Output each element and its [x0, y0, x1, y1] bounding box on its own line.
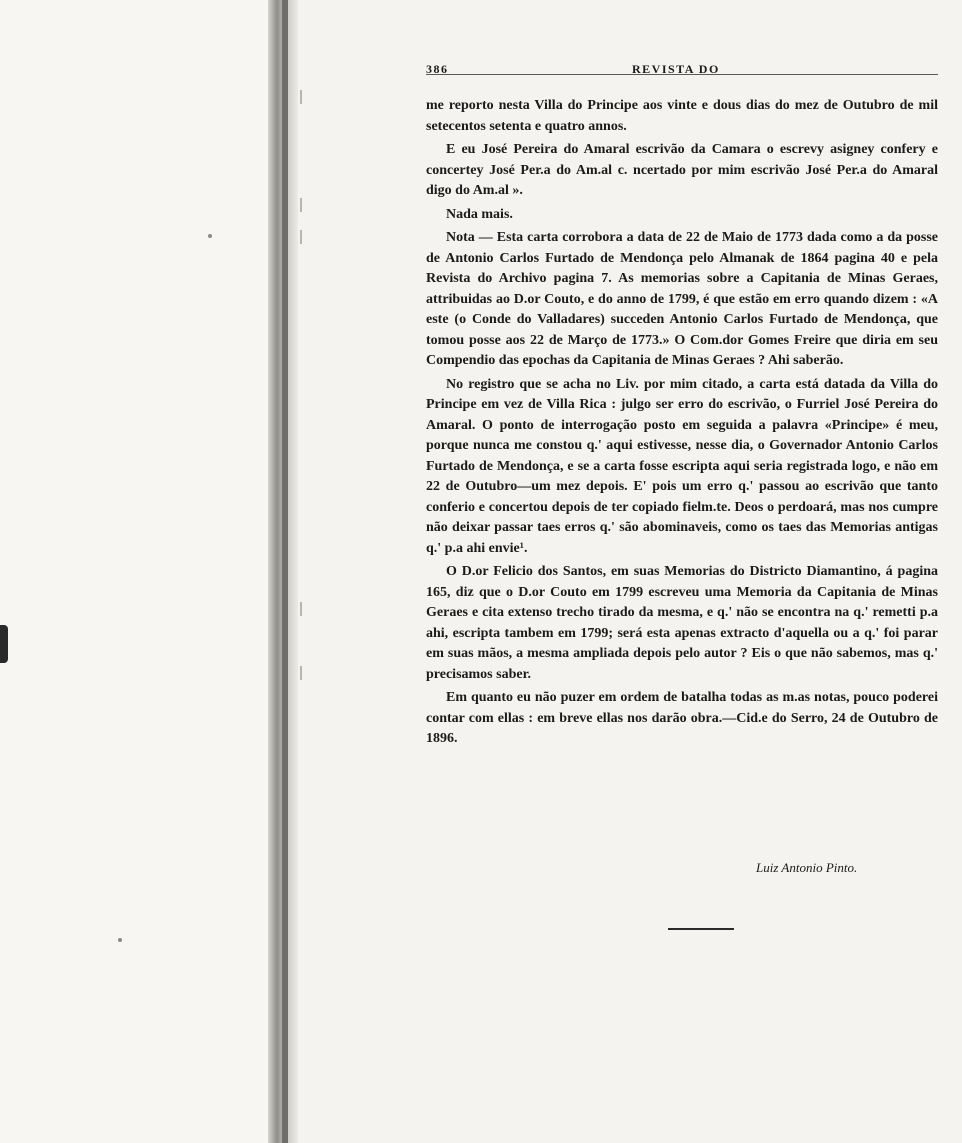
paragraph-registro: No registro que se acha no Liv. por mim citado, a carta está datada da Villa do Principe em vez de Villa Rica : julgo ser erro do escrivão, o Furriel José Pereira do Amaral. O ponto de interrogação posto em seguida a palavra «Principe» é meu, porque nunca me constou q.' aqui estivesse, nesse dia, o Governador Antonio Carlos Furtado de Mendonça, e se a carta fosse escripta aqui seria registrada logo, e não em 22 de Outubro—um mez depois. E' pois um erro q.' passou ao escrivão que tanto conferio e concertou depois de ter copiado fielm.te. Deos o perdoará, mas nos cumpre não deixar passar taes erros q.' são abominaveis, como os taes das Memorias antigas q.' p.a ahi envie¹. — [426, 376, 938, 556]
document-page — [426, 60, 938, 875]
author-signature: Luiz Antonio Pinto. — [756, 860, 858, 875]
paragraph-nada-mais: Nada mais. — [446, 206, 513, 222]
running-head — [426, 60, 938, 80]
paragraph-opening: me reporto nesta Villa do Principe aos vinte e dous dias do mez de Outubro de mil setecentos setenta e quatro annos. — [426, 98, 938, 134]
gutter-shadow — [282, 0, 288, 1143]
paper-speck — [118, 938, 122, 942]
page-number: 386 — [426, 62, 449, 76]
paragraph-felicio: O D.or Felicio dos Santos, em suas Memorias do Districto Diamantino, á pagina 165, diz que o D.or Couto em 1799 escreveu uma Memoria da Capitania de Minas Geraes e cita extenso trecho tirado da mesma, e q.' não se encontra na q.' remetti p.a ahi, escripta tambem em 1799; será esta apenas extracto d'aquella ou a q.' foi parar em suas mãos, a mesma ampliada depois pelo autor ? Eis o que não sabemos, mas q.' precisamos saber. — [426, 564, 938, 682]
facing-page — [0, 0, 278, 1143]
gutter-tick — [300, 602, 302, 616]
gutter-tick — [300, 666, 302, 680]
gutter-tick — [300, 198, 302, 212]
running-title: REVISTA DO — [632, 62, 720, 76]
paragraph-signoff: E eu José Pereira do Amaral escrivão da Camara o escrevy asigney confery e concertey José Per.a do Am.al c. ncertado por mim escrivão José Per.a do Amaral digo do Am.al ». — [426, 142, 938, 198]
gutter-tick — [300, 230, 302, 244]
article-body — [426, 96, 938, 750]
paragraph-closing: Em quanto eu não puzer em ordem de batalha todas as m.as notas, pouco poderei contar com ellas : em breve ellas nos darão obra.—Cid.e do Serro, 24 de Outubro de 1896. — [426, 690, 938, 746]
paper-speck — [208, 234, 212, 238]
page-edge-mark — [0, 625, 8, 663]
gutter-tick — [300, 90, 302, 104]
paragraph-nota: Nota — Esta carta corrobora a data de 22 de Maio de 1773 dada como a da posse de Antonio Carlos Furtado de Mendonça pelo Almanak de 1864 pagina 40 e pela Revista do Archivo pagina 7. As memorias sobre a Capitania de Minas Geraes, attribuidas ao D.or Couto, e do anno de 1799, é que estão em erro quando dizem : «A este (o Conde do Valladares) succeden Antonio Carlos Furtado de Mendonça, que tomou posse aos 22 de Março de 1773.» O Com.dor Gomes Freire que diria em seu Compendio das epochas da Capitania de Minas Geraes ? Ahi saberão. — [426, 230, 938, 368]
end-rule — [668, 928, 734, 930]
